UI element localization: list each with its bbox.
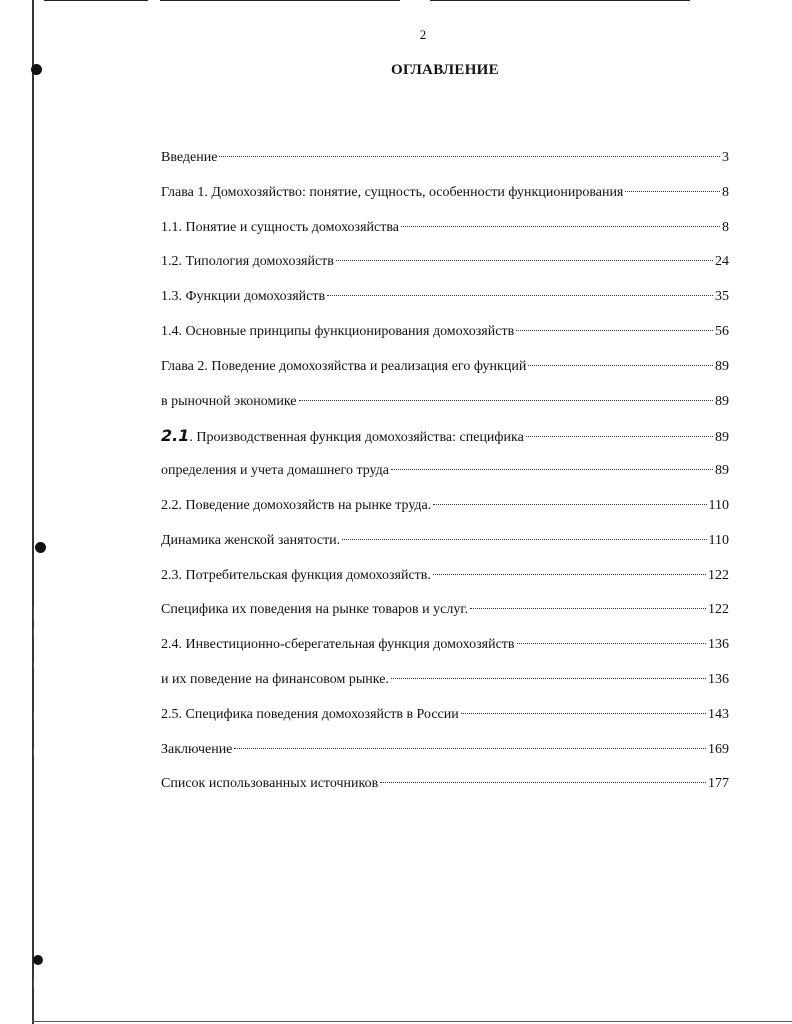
toc-entry [161,704,729,739]
toc-entry [161,391,729,426]
toc-entry-title: 2.5. Специфика поведения домохозяйств в России [161,706,459,722]
toc-entry [161,530,729,565]
toc-entry-page: 110 [708,497,729,513]
toc-entry-page: 136 [708,637,729,653]
toc-entry [161,147,729,182]
scan-edge-left [32,0,34,1024]
scan-artifact [33,978,34,988]
toc-entry [161,217,729,252]
toc-entry-page: 3 [722,150,729,165]
toc-entry [161,425,729,460]
toc-entry-title: Динамика женской занятости. [161,532,341,548]
dot-leader [528,365,713,366]
page-title: ОГЛАВЛЕНИЕ [391,62,499,78]
toc-entry-title: Глава 2. Поведение домохозяйства и реализация его функций [161,358,527,374]
binding-hole-mark [35,542,46,553]
scan-edge-top [430,0,690,1]
scan-edge-bottom [32,1021,792,1022]
toc-entry-title: 1.4. Основные принципы функционирования домохозяйств [161,323,515,339]
toc-entry-title: . Производственная функция домохозяйства: специфика [189,430,524,446]
toc-entry-page: 8 [722,219,729,235]
binding-hole-mark [33,955,43,965]
toc-entry-title: определения и учета домашнего труда [161,463,390,479]
toc-entry-title: Список использованных источников [161,776,379,792]
toc-entry [161,739,729,774]
dot-leader [391,469,713,470]
toc-entry-page: 110 [708,532,729,548]
scan-artifact [33,662,34,668]
scan-artifact [33,606,34,620]
toc-entry [161,495,729,530]
toc-entry-page: 122 [708,567,729,583]
toc-entry-page: 8 [722,184,729,200]
toc-entry [161,634,729,669]
toc-entry-title: 1.3. Функции домохозяйств [161,289,326,305]
toc-entry-page: 24 [715,254,729,270]
toc-entry-page: 89 [715,430,729,446]
dot-leader [625,191,720,192]
toc-entry-title: 2.2. Поведение домохозяйств на рынке труда. [161,497,432,513]
dot-leader [342,539,706,540]
dot-leader [526,436,713,437]
toc-entry-page: 169 [708,741,729,757]
dot-leader [517,643,706,644]
toc-entry-title: Заключение [161,741,233,757]
toc-entry-title: Введение [161,150,218,165]
toc-entry [161,356,729,391]
toc-entry-page: 136 [708,671,729,687]
dot-leader [461,713,706,714]
toc-entry-page: 89 [715,463,729,479]
toc-entry-page: 56 [715,323,729,339]
dot-leader [433,574,706,575]
toc-entry [161,773,729,808]
dot-leader [433,504,706,505]
page-number: 2 [419,27,427,42]
dot-leader [336,260,713,261]
dot-leader [380,782,706,783]
toc-entry-title: в рыночной экономике [161,393,297,409]
handwritten-section-number: 2.1 [161,426,190,446]
scan-artifact [33,628,34,638]
dot-leader [234,748,706,749]
toc-entry [161,321,729,356]
toc-entry-page: 35 [715,289,729,305]
toc-entry [161,286,729,321]
toc-entry-title: Глава 1. Домохозяйство: понятие, сущность, особенности функционирования [161,184,624,200]
table-of-contents [161,147,729,808]
dot-leader [299,400,713,401]
toc-entry-page: 177 [708,776,729,792]
toc-entry-page: 89 [715,393,729,409]
toc-entry [161,599,729,634]
toc-entry [161,460,729,495]
toc-entry [161,251,729,286]
scan-edge-top [160,0,400,1]
dot-leader [219,156,720,157]
scan-artifact [33,748,34,756]
toc-entry-title: 2.3. Потребительская функция домохозяйств. [161,567,431,583]
scan-artifact [33,712,34,720]
toc-entry-title: 2.4. Инвестиционно-сберегательная функция домохозяйств [161,637,515,653]
toc-entry [161,669,729,704]
toc-entry-title-group [161,425,524,449]
dot-leader [470,608,706,609]
toc-entry-page: 122 [708,602,729,618]
toc-entry-title: и их поведение на финансовом рынке. [161,671,389,687]
dot-leader [391,678,706,679]
dot-leader [516,330,713,331]
dot-leader [401,226,720,227]
toc-entry-page: 89 [715,358,729,374]
toc-entry-title: 1.1. Понятие и сущность домохозяйства [161,219,399,235]
toc-entry-title: 1.2. Типология домохозяйств [161,254,334,270]
toc-entry [161,565,729,600]
toc-entry-title: Специфика их поведения на рынке товаров и услуг. [161,602,469,618]
toc-entry [161,182,729,217]
toc-entry-page: 143 [708,706,729,722]
dot-leader [327,295,713,296]
scan-edge-top [44,0,148,1]
